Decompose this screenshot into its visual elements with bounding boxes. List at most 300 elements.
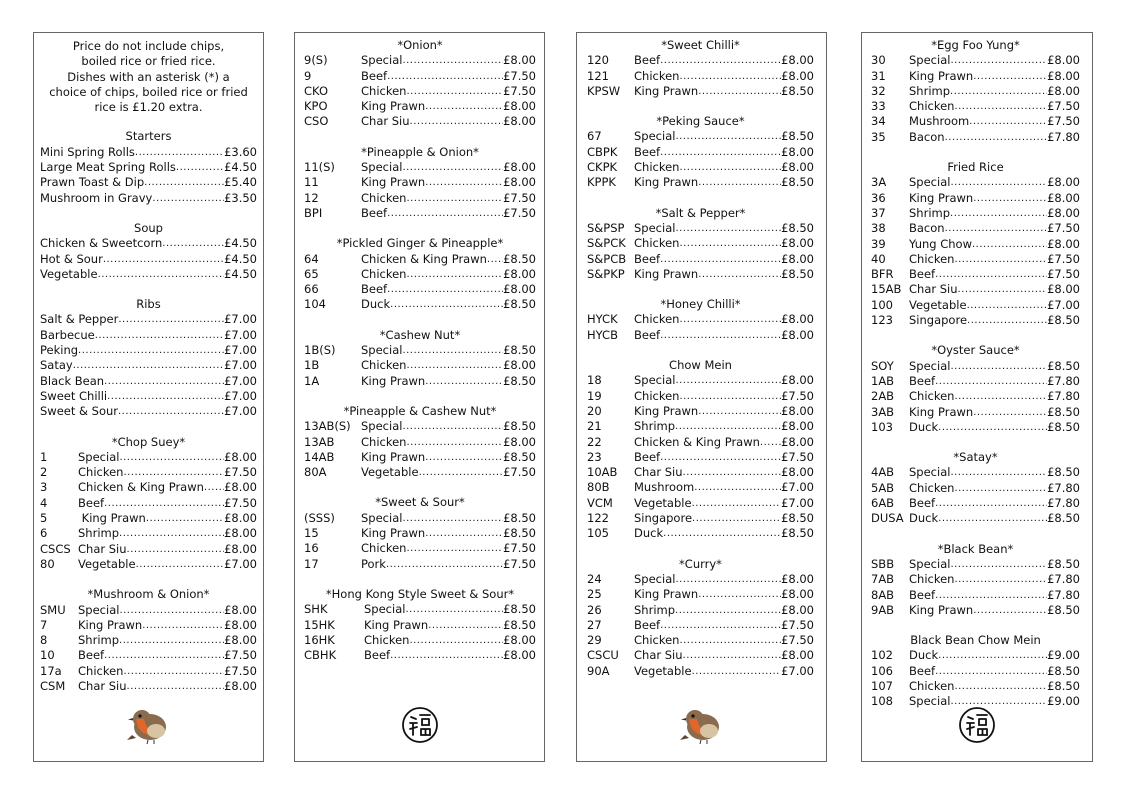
section-title: *Mushroom & Onion* <box>87 587 210 602</box>
menu-item <box>587 312 814 327</box>
item-name: Char Siu <box>634 465 683 480</box>
item-price: £4.50 <box>224 251 257 266</box>
robin-icon <box>126 705 172 749</box>
item-price: £7.50 <box>781 617 814 632</box>
item-name: Chicken <box>361 434 407 449</box>
dot-leader <box>428 618 503 633</box>
menu-item <box>304 511 536 526</box>
item-price: £8.00 <box>781 434 814 449</box>
item-name: Beef <box>909 587 936 602</box>
item-name: Vegetable <box>78 556 136 571</box>
menu-item <box>304 648 536 663</box>
item-code: 20 <box>587 403 602 418</box>
item-name: Special <box>361 510 403 525</box>
item-name: Beef <box>909 267 936 282</box>
dot-leader <box>144 175 224 190</box>
dot-leader <box>935 664 1047 679</box>
menu-item <box>304 99 536 114</box>
item-name: Beef <box>78 495 105 510</box>
menu-item <box>304 206 536 221</box>
item-name: King Prawn <box>634 266 699 281</box>
item-name: Hot & Sour <box>40 251 103 266</box>
menu-item <box>871 389 1080 404</box>
item-code: CSM <box>40 678 66 693</box>
menu-item <box>304 69 536 84</box>
item-price: £7.50 <box>503 68 536 83</box>
menu-item <box>40 389 257 404</box>
item-price: £3.50 <box>224 190 257 205</box>
item-code: CKPK <box>587 160 618 175</box>
item-code: 80 <box>40 556 55 571</box>
item-code: 7AB <box>871 572 895 587</box>
section-title: Soup <box>134 220 163 235</box>
dot-leader <box>660 618 781 633</box>
item-code: HYCK <box>587 312 618 327</box>
item-name: Sweet Chilli <box>40 388 108 403</box>
dot-leader <box>950 206 1047 221</box>
item-price: £8.50 <box>1047 404 1080 419</box>
item-code: 5AB <box>871 480 895 495</box>
menu-item <box>587 328 814 343</box>
menu-item <box>40 145 257 160</box>
dot-leader <box>487 252 503 267</box>
item-name: Chicken <box>634 236 680 251</box>
item-code: S&PCK <box>587 236 626 251</box>
item-name: Chicken <box>909 678 955 693</box>
menu-section <box>587 557 814 679</box>
item-price: £8.00 <box>781 236 814 251</box>
menu-item <box>871 221 1080 236</box>
section-title: *Pineapple & Cashew Nut* <box>343 403 497 418</box>
section-title: *Black Bean* <box>937 541 1014 556</box>
item-price: £8.50 <box>781 511 814 526</box>
item-code: 14AB <box>304 449 335 464</box>
item-name: Chicken & King Prawn <box>634 434 760 449</box>
dot-leader <box>683 465 782 480</box>
item-name: Barbecue <box>40 327 95 342</box>
item-price: £8.00 <box>224 526 257 541</box>
dot-leader <box>679 160 781 175</box>
menu-item <box>871 648 1080 663</box>
item-name: Shrimp <box>78 633 120 648</box>
item-name: Vegetable <box>634 663 692 678</box>
item-name: Duck <box>634 526 664 541</box>
item-code: 23 <box>587 449 602 464</box>
item-name: Pork <box>361 556 386 571</box>
item-price: £8.50 <box>503 526 536 541</box>
item-code: 67 <box>587 129 602 144</box>
section-title: *Egg Foo Yung* <box>931 38 1020 52</box>
menu-item <box>40 480 257 495</box>
item-price: £7.00 <box>781 495 814 510</box>
menu-section <box>40 435 257 573</box>
dot-leader <box>954 252 1047 267</box>
menu-item <box>587 221 814 236</box>
item-code: 102 <box>871 648 893 663</box>
dot-leader <box>410 114 504 129</box>
item-price: £8.00 <box>781 403 814 418</box>
menu-item <box>587 69 814 84</box>
item-price: £3.60 <box>224 144 257 159</box>
dot-leader <box>973 69 1047 84</box>
menu-item <box>40 679 257 694</box>
item-name: Beef <box>361 68 388 83</box>
item-name: Vegetable <box>909 297 967 312</box>
item-price: £8.00 <box>781 251 814 266</box>
item-code: 66 <box>304 282 319 297</box>
item-price: £8.00 <box>781 419 814 434</box>
dot-leader <box>679 312 781 327</box>
item-price: £8.00 <box>224 541 257 556</box>
item-price: £7.80 <box>1047 129 1080 144</box>
menu-item <box>304 84 536 99</box>
dot-leader <box>950 53 1047 68</box>
item-price: £8.00 <box>503 175 536 190</box>
dot-leader <box>390 297 503 312</box>
item-name: Duck <box>361 297 391 312</box>
item-price: £8.00 <box>1047 236 1080 251</box>
item-name: Chicken <box>909 480 955 495</box>
item-name: Singapore <box>634 511 693 526</box>
item-name: King Prawn <box>634 403 699 418</box>
menu-item <box>871 69 1080 84</box>
dot-leader <box>694 480 781 495</box>
item-price: £7.00 <box>224 343 257 358</box>
menu-item <box>587 618 814 633</box>
menu-section <box>587 38 814 99</box>
item-code: KPPK <box>587 175 616 190</box>
dot-leader <box>387 69 503 84</box>
item-price: £8.50 <box>1047 419 1080 434</box>
item-price: £7.50 <box>1047 221 1080 236</box>
item-code: KPO <box>304 99 328 114</box>
item-name: Special <box>361 419 403 434</box>
dot-leader <box>387 206 503 221</box>
dot-leader <box>973 191 1047 206</box>
menu-sections <box>304 38 536 663</box>
item-name: Salt & Pepper <box>40 312 119 327</box>
item-name: Peking <box>40 343 79 358</box>
item-price: £8.00 <box>224 449 257 464</box>
menu-item <box>587 664 814 679</box>
item-code: 37 <box>871 205 886 220</box>
section-title: *Oyster Sauce* <box>931 343 1020 358</box>
item-code: CBHK <box>304 648 337 663</box>
item-code: 105 <box>587 526 609 541</box>
item-price: £8.00 <box>503 160 536 175</box>
item-name: King Prawn <box>361 175 426 190</box>
menu-item <box>304 465 536 480</box>
dot-leader <box>119 450 224 465</box>
item-name: Beef <box>361 282 388 297</box>
item-name: Special <box>909 556 951 571</box>
item-code: CSCS <box>40 541 71 556</box>
item-price: £9.00 <box>1047 648 1080 663</box>
dot-leader <box>679 633 781 648</box>
item-price: £8.50 <box>781 129 814 144</box>
item-price: £8.00 <box>781 373 814 388</box>
dot-leader <box>409 633 503 648</box>
dot-leader <box>950 465 1047 480</box>
menu-item <box>304 252 536 267</box>
item-price: £8.50 <box>1047 358 1080 373</box>
item-name: Mushroom in Gravy <box>40 190 153 205</box>
dot-leader <box>146 511 224 526</box>
item-name: Chicken <box>361 358 407 373</box>
item-price: £7.50 <box>503 190 536 205</box>
item-name: Black Bean <box>40 373 105 388</box>
dot-leader <box>692 496 782 511</box>
item-code: 15AB <box>871 282 902 297</box>
dot-leader <box>698 404 781 419</box>
item-name: Special <box>909 175 951 190</box>
item-code: CSCU <box>587 648 619 663</box>
item-code: 30 <box>871 53 886 68</box>
dot-leader <box>675 221 781 236</box>
dot-leader <box>954 481 1047 496</box>
item-price: £7.50 <box>503 556 536 571</box>
item-code: 6 <box>40 526 48 541</box>
item-code: 5 <box>40 511 48 526</box>
dot-leader <box>176 160 224 175</box>
item-code: 7 <box>40 617 48 632</box>
dot-leader <box>938 511 1047 526</box>
item-name: Shrimp <box>909 205 951 220</box>
menu-item <box>40 526 257 541</box>
item-code: 64 <box>304 251 319 266</box>
dot-leader <box>675 603 781 618</box>
dot-leader <box>660 252 781 267</box>
dot-leader <box>675 572 781 587</box>
item-name: Char Siu <box>361 114 410 129</box>
item-name: King Prawn <box>364 617 429 632</box>
menu-item <box>40 511 257 526</box>
dot-leader <box>973 405 1047 420</box>
item-price: £4.50 <box>224 160 257 175</box>
dot-leader <box>935 374 1047 389</box>
dot-leader <box>103 252 224 267</box>
item-code: 29 <box>587 633 602 648</box>
item-name: Chicken & King Prawn <box>361 251 487 266</box>
section-title: Black Bean Chow Mein <box>910 633 1041 648</box>
item-price: £8.00 <box>503 266 536 281</box>
item-price: £7.00 <box>224 556 257 571</box>
item-price: £8.00 <box>224 617 257 632</box>
item-price: £7.50 <box>781 388 814 403</box>
menu-item <box>871 405 1080 420</box>
item-price: £8.00 <box>503 358 536 373</box>
menu-item <box>587 419 814 434</box>
dot-leader <box>950 175 1047 190</box>
menu-item <box>871 114 1080 129</box>
item-price: £8.50 <box>503 343 536 358</box>
dot-leader <box>954 389 1047 404</box>
section-title: *Peking Sauce* <box>656 114 745 129</box>
item-name: Vegetable <box>634 495 692 510</box>
menu-section <box>587 358 814 542</box>
dot-leader <box>425 450 503 465</box>
item-price: £8.50 <box>1047 602 1080 617</box>
menu-item <box>40 343 257 358</box>
menu-item <box>871 481 1080 496</box>
item-price: £7.80 <box>1047 587 1080 602</box>
menu-item <box>304 557 536 572</box>
dot-leader <box>104 496 224 511</box>
dot-leader <box>969 114 1047 129</box>
item-price: £8.00 <box>503 434 536 449</box>
dot-leader <box>386 557 503 572</box>
menu-item <box>40 252 257 267</box>
menu-item <box>587 526 814 541</box>
item-price: £7.50 <box>1047 251 1080 266</box>
item-code: 13AB <box>304 434 335 449</box>
dot-leader <box>402 419 503 434</box>
item-name: Duck <box>909 511 939 526</box>
item-price: £8.50 <box>503 419 536 434</box>
item-code: 2 <box>40 465 48 480</box>
item-price: £8.50 <box>1047 511 1080 526</box>
menu-item <box>871 267 1080 282</box>
item-price: £8.00 <box>781 53 814 68</box>
item-code: 31 <box>871 68 886 83</box>
dot-leader <box>104 374 224 389</box>
menu-section <box>871 450 1080 526</box>
section-title: *Sweet & Sour* <box>375 495 465 510</box>
item-price: £8.00 <box>1047 205 1080 220</box>
item-code: 26 <box>587 602 602 617</box>
dot-leader <box>123 465 224 480</box>
item-price: £7.80 <box>1047 373 1080 388</box>
item-price: £8.50 <box>1047 465 1080 480</box>
item-name: Special <box>634 571 676 586</box>
dot-leader <box>679 236 781 251</box>
menu-item <box>587 572 814 587</box>
item-code: 1A <box>304 373 320 388</box>
menu-section <box>304 587 536 663</box>
item-price: £8.00 <box>1047 68 1080 83</box>
item-name: King Prawn <box>361 526 426 541</box>
item-name: Yung Chow <box>909 236 972 251</box>
dot-leader <box>938 648 1047 663</box>
dot-leader <box>73 358 224 373</box>
item-name: Chicken <box>361 190 407 205</box>
item-price: £7.00 <box>224 358 257 373</box>
item-name: Beef <box>634 617 661 632</box>
dot-leader <box>402 511 503 526</box>
item-code: 8 <box>40 633 48 648</box>
item-name: Char Siu <box>634 648 683 663</box>
item-price: £8.00 <box>503 99 536 114</box>
dot-leader <box>938 420 1047 435</box>
dot-leader <box>679 69 781 84</box>
item-name: Chicken <box>634 160 680 175</box>
item-price: £7.50 <box>503 205 536 220</box>
menu-panel-4 <box>861 32 1093 762</box>
menu-section <box>871 542 1080 618</box>
item-price: £8.00 <box>1047 175 1080 190</box>
menu-item <box>871 206 1080 221</box>
item-name: Shrimp <box>78 526 120 541</box>
menu-item <box>587 603 814 618</box>
menu-item <box>40 191 257 206</box>
item-name: Special <box>78 602 120 617</box>
item-code: 25 <box>587 587 602 602</box>
item-name: Beef <box>78 648 105 663</box>
item-name: Duck <box>909 419 939 434</box>
item-name: Special <box>361 343 403 358</box>
item-code: 3A <box>871 175 887 190</box>
menu-item <box>40 664 257 679</box>
menu-item <box>871 84 1080 99</box>
item-name: King Prawn <box>361 373 426 388</box>
section-title: *Pickled Ginger & Pineapple* <box>336 236 504 251</box>
item-name: Char Siu <box>909 282 958 297</box>
menu-item <box>871 572 1080 587</box>
dot-leader <box>402 343 503 358</box>
item-code: BFR <box>871 267 894 282</box>
dot-leader <box>950 84 1047 99</box>
item-code: 1 <box>40 449 48 464</box>
menu-item <box>871 252 1080 267</box>
item-code: S&PCB <box>587 251 627 266</box>
item-code: 9 <box>304 68 312 83</box>
item-code: 35 <box>871 129 886 144</box>
item-price: £7.50 <box>781 449 814 464</box>
dot-leader <box>660 450 781 465</box>
item-code: SMU <box>40 602 66 617</box>
item-name: Chicken <box>634 633 680 648</box>
menu-item <box>40 160 257 175</box>
item-price: £7.50 <box>1047 99 1080 114</box>
item-code: 21 <box>587 419 602 434</box>
item-price: £8.00 <box>224 511 257 526</box>
menu-section <box>304 495 536 571</box>
item-code: 2AB <box>871 389 895 404</box>
item-code: 100 <box>871 297 893 312</box>
dot-leader <box>692 511 781 526</box>
menu-item <box>304 633 536 648</box>
item-code: 121 <box>587 68 609 83</box>
item-price: £8.00 <box>503 632 536 647</box>
item-price: £4.50 <box>224 266 257 281</box>
menu-section <box>304 328 536 389</box>
menu-item <box>304 114 536 129</box>
dot-leader <box>402 53 503 68</box>
item-name: Special <box>634 373 676 388</box>
item-name: Chicken <box>361 266 407 281</box>
menu-item <box>304 53 536 68</box>
menu-item <box>871 588 1080 603</box>
menu-item <box>587 435 814 450</box>
item-code: 15 <box>304 526 319 541</box>
menu-item <box>587 160 814 175</box>
item-code: 33 <box>871 99 886 114</box>
dot-leader <box>419 465 504 480</box>
item-price: £8.50 <box>781 220 814 235</box>
item-name: Mushroom <box>909 114 970 129</box>
menu-item <box>871 298 1080 313</box>
item-name: Char Siu <box>78 678 127 693</box>
item-name: Large Meat Spring Rolls <box>40 160 176 175</box>
dot-leader <box>119 603 224 618</box>
item-price: £7.00 <box>224 312 257 327</box>
menu-section <box>40 587 257 694</box>
menu-item <box>304 358 536 373</box>
menu-item <box>871 664 1080 679</box>
item-code: 24 <box>587 571 602 586</box>
item-code: 80B <box>587 480 610 495</box>
item-name: Beef <box>909 663 936 678</box>
